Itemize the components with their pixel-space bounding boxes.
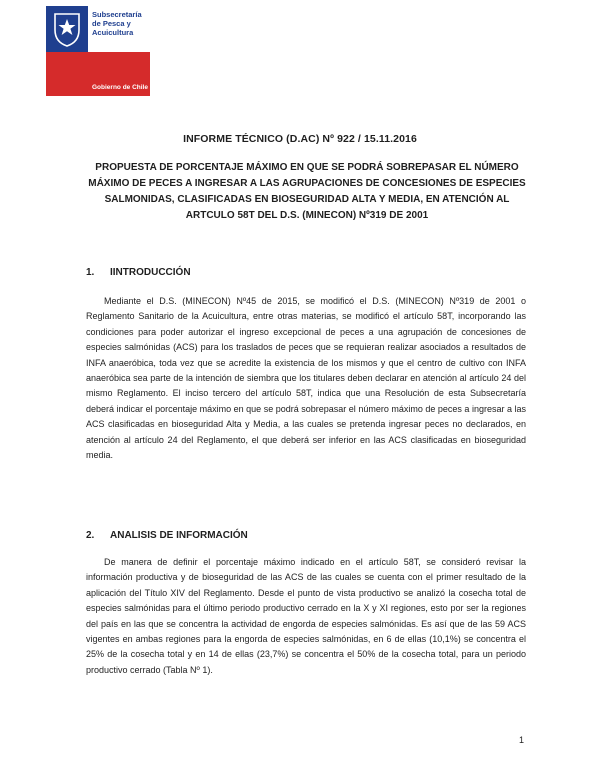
section-number: 1. — [86, 267, 95, 278]
report-number: INFORME TÉCNICO (D.AC) Nº 922 / 15.11.2016 — [183, 133, 417, 145]
page-number: 1 — [518, 735, 524, 745]
section-heading-analisis — [86, 530, 248, 541]
section-title-text: IINTRODUCCIÓN — [110, 267, 191, 278]
section-number: 2. — [86, 530, 95, 541]
section-heading-introduccion — [86, 267, 191, 278]
logo-blue-block — [46, 6, 88, 52]
logo-org-name: Subsecretaría de Pesca y Acuicultura — [92, 10, 142, 37]
section-paragraph-introduccion: Mediante el D.S. (MINECON) Nº45 de 2015, se modificó el D.S. (MINECON) Nº319 de 2001 o Reglamento Sanitario de la Acuicultura, entre otras materias, se modificó el artículo 58T, incorporando las condiciones para poder autorizar el ingreso excepcional de peces a una agrupación de concesiones de especies salmónidas (ACS) para los traslados de peces que se requieran realizar asociados a resultados de INFA anaeróbica, toda vez que se acredite la existencia de los mismos y que el centro de cultivo con INFA anaeróbica sea parte de la intención de siembra que los titulares deben declarar en atención al artículo 24 del mismo Reglamento. El inciso tercero del artículo 58T, indica que una Resolución de esta Subsecretaría deberá indicar el porcentaje máximo en que se podrá sobrepasar el número máximo de peces a ingresar a las ACS clasificadas en bioseguridad Alta y Media, a las cuales se pretenda ingresar peces no declarados, en atención al artículo 24 del Reglamento, el que deberá ser inferior en las ACS clasificadas en bioseguridad media. — [86, 296, 526, 461]
section-title-text: ANALISIS DE INFORMACIÓN — [110, 530, 248, 541]
logo-gov-name: Gobierno de Chile — [92, 84, 148, 91]
section-paragraph-analisis: De manera de definir el porcentaje máximo indicado en el artículo 58T, se consideró revisar la información productiva y de bioseguridad de las ACS de las cuales se cuenta con el primer resultado de la aplicación del Título XIV del Reglamento. Desde el punto de vista productivo se analizó la cosecha total de especies salmónidas para el último periodo productivo cerrado en la X y XI regiones, esto por ser la regiones del país en las que se concentra la actividad de engorda de especies salmónidas. Es así que de las 59 ACS vigentes en ambas regiones para la engorda de especies salmónidas, en 6 de ellas (10,1%) se concentra el 25% de la cosecha total y en 14 de ellas (23,7%) se concentra el 50% de la cosecha total, para un periodo productivo cerrado (Tabla Nº 1). — [86, 557, 526, 675]
chile-coat-of-arms-icon — [50, 10, 84, 48]
institution-logo — [46, 6, 150, 96]
proposal-title: PROPUESTA DE PORCENTAJE MÁXIMO EN QUE SE PODRÁ SOBREPASAR EL NÚMERO MÁXIMO DE PECES A INGRESAR A LAS AGRUPACIONES DE CONCESIONES DE ESPECIES SALMONIDAS, CLASIFICADAS EN BIOSEGURIDAD ALTA Y MEDIA, EN ATENCIÓN AL ARTCULO 58T DEL D.S. (MINECON) Nº319 DE 2001 — [88, 162, 526, 221]
